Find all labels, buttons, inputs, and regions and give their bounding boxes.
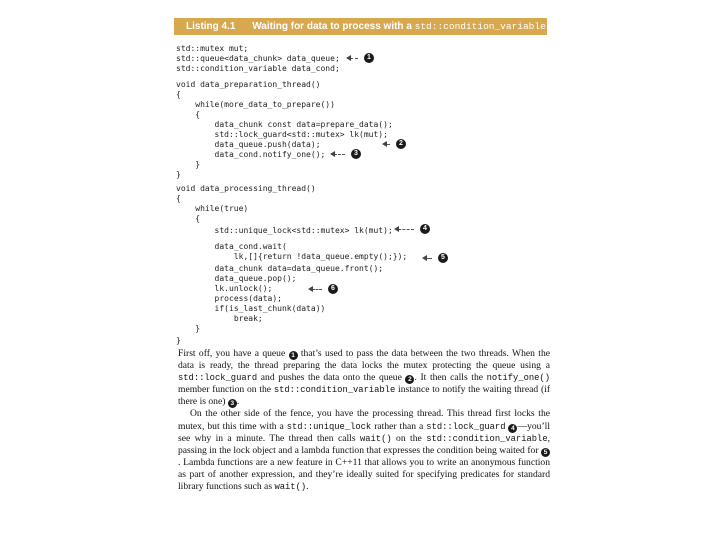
listing-caption-text: Waiting for data to process with a xyxy=(252,21,415,32)
code-line: std::queue<data_chunk> data_queue; xyxy=(176,54,340,63)
code-line: } xyxy=(195,324,201,333)
code-line: data_cond.notify_one(); xyxy=(214,150,326,159)
text-run: . xyxy=(306,481,309,493)
callout-leader-line xyxy=(312,289,322,290)
inline-code: std::unique_lock xyxy=(286,421,372,432)
code-line: { xyxy=(195,110,201,119)
text-run: —you’ll see why in a minute. The thread then calls xyxy=(178,420,550,444)
listing-number: Listing 4.1 xyxy=(186,21,236,32)
code-line: data_chunk data=data_queue.front(); xyxy=(214,264,384,273)
callout-ref-3: 3 xyxy=(228,399,237,408)
inline-code: std::lock_guard xyxy=(178,373,258,384)
code-line: process(data); xyxy=(214,294,282,303)
text-run: member function on the xyxy=(178,384,274,396)
code-line: data_queue.pop(); xyxy=(214,274,297,283)
inline-code: std::condition_variable xyxy=(273,385,396,396)
callout-marker-3: 3 xyxy=(351,149,361,159)
paragraph-1 xyxy=(178,348,550,408)
callout-arrowhead xyxy=(382,141,387,147)
inline-code: wait() xyxy=(359,433,392,444)
callout-arrowhead xyxy=(330,151,335,157)
inline-code: wait() xyxy=(274,482,307,493)
text-run: and pushes the data onto the queue xyxy=(257,372,406,384)
callout-marker-2: 2 xyxy=(396,139,406,149)
code-line: data_queue.push(data); xyxy=(214,140,321,149)
code-line: if(is_last_chunk(data)) xyxy=(214,304,326,313)
callout-marker-4: 4 xyxy=(420,224,430,234)
code-line: } xyxy=(176,170,181,179)
callout-marker-1: 1 xyxy=(364,53,374,63)
callout-marker-5: 5 xyxy=(438,253,448,263)
listing-caption-code: std::condition_variable xyxy=(414,21,546,32)
callout-ref-2: 2 xyxy=(405,375,414,384)
code-line: data_cond.wait( xyxy=(214,242,287,251)
text-run: First off, you have a queue xyxy=(178,348,289,359)
code-line: lk,[]{return !data_queue.empty();}); xyxy=(233,252,408,261)
text-run: on the xyxy=(391,432,427,444)
callout-ref-1: 1 xyxy=(289,351,298,360)
text-run: instance to notify the waiting thread (if there is one) xyxy=(178,384,551,408)
inline-code: std::lock_guard xyxy=(426,421,506,432)
callout-ref-5: 5 xyxy=(541,448,550,457)
callout-arrowhead xyxy=(346,55,351,61)
text-run: . xyxy=(236,396,240,408)
code-line: std::lock_guard<std::mutex> lk(mut); xyxy=(214,130,388,139)
callout-leader-line xyxy=(350,58,358,59)
text-run: , passing in the lock object and a lambda function that expresses the condition being waited for xyxy=(178,432,551,456)
inline-code: std::condition_variable xyxy=(426,433,548,444)
code-line: data_chunk const data=prepare_data(); xyxy=(214,120,393,129)
text-run: . It then calls the xyxy=(414,372,487,384)
callout-marker-6: 6 xyxy=(328,284,338,294)
callout-leader-line xyxy=(334,154,345,155)
inline-code: notify_one() xyxy=(486,373,550,384)
code-line: } xyxy=(176,336,181,345)
body-text xyxy=(178,348,550,493)
code-line: { xyxy=(176,194,181,203)
code-line: { xyxy=(176,90,181,99)
callout-arrowhead xyxy=(394,226,399,232)
text-run: that’s used to pass the data between the two threads. When the data is ready, the thread preparing the data locks the mutex protecting the queue using a xyxy=(178,348,550,372)
callout-arrowhead xyxy=(422,255,427,261)
callout-leader-line xyxy=(398,229,414,230)
code-line: std::mutex mut; xyxy=(176,44,249,53)
code-line: } xyxy=(195,160,201,169)
code-line: while(more_data_to_prepare()) xyxy=(195,100,335,109)
callout-ref-4: 4 xyxy=(508,424,517,433)
code-line: lk.unlock(); xyxy=(214,284,273,293)
callout-arrowhead xyxy=(308,286,313,292)
code-line: while(true) xyxy=(195,204,249,213)
text-run: . Lambda functions are a new feature in C++11 that allows you to write an anonymous function as part of another expression, and they’re ideally suited for specifying predicates for standard library functions such as xyxy=(178,456,550,493)
text-run: On the other side of the fence, you have the processing thread. This thread first locks the mutex, but this time with a xyxy=(178,408,550,432)
code-line: std::unique_lock<std::mutex> lk(mut); xyxy=(214,226,393,235)
code-line: void data_processing_thread() xyxy=(176,184,316,193)
code-line: { xyxy=(195,214,201,223)
code-line: void data_preparation_thread() xyxy=(176,80,321,89)
paragraph-2 xyxy=(178,408,550,493)
code-line: std::condition_variable data_cond; xyxy=(176,64,340,73)
text-run: rather than a xyxy=(371,420,427,432)
code-line: break; xyxy=(233,314,263,323)
